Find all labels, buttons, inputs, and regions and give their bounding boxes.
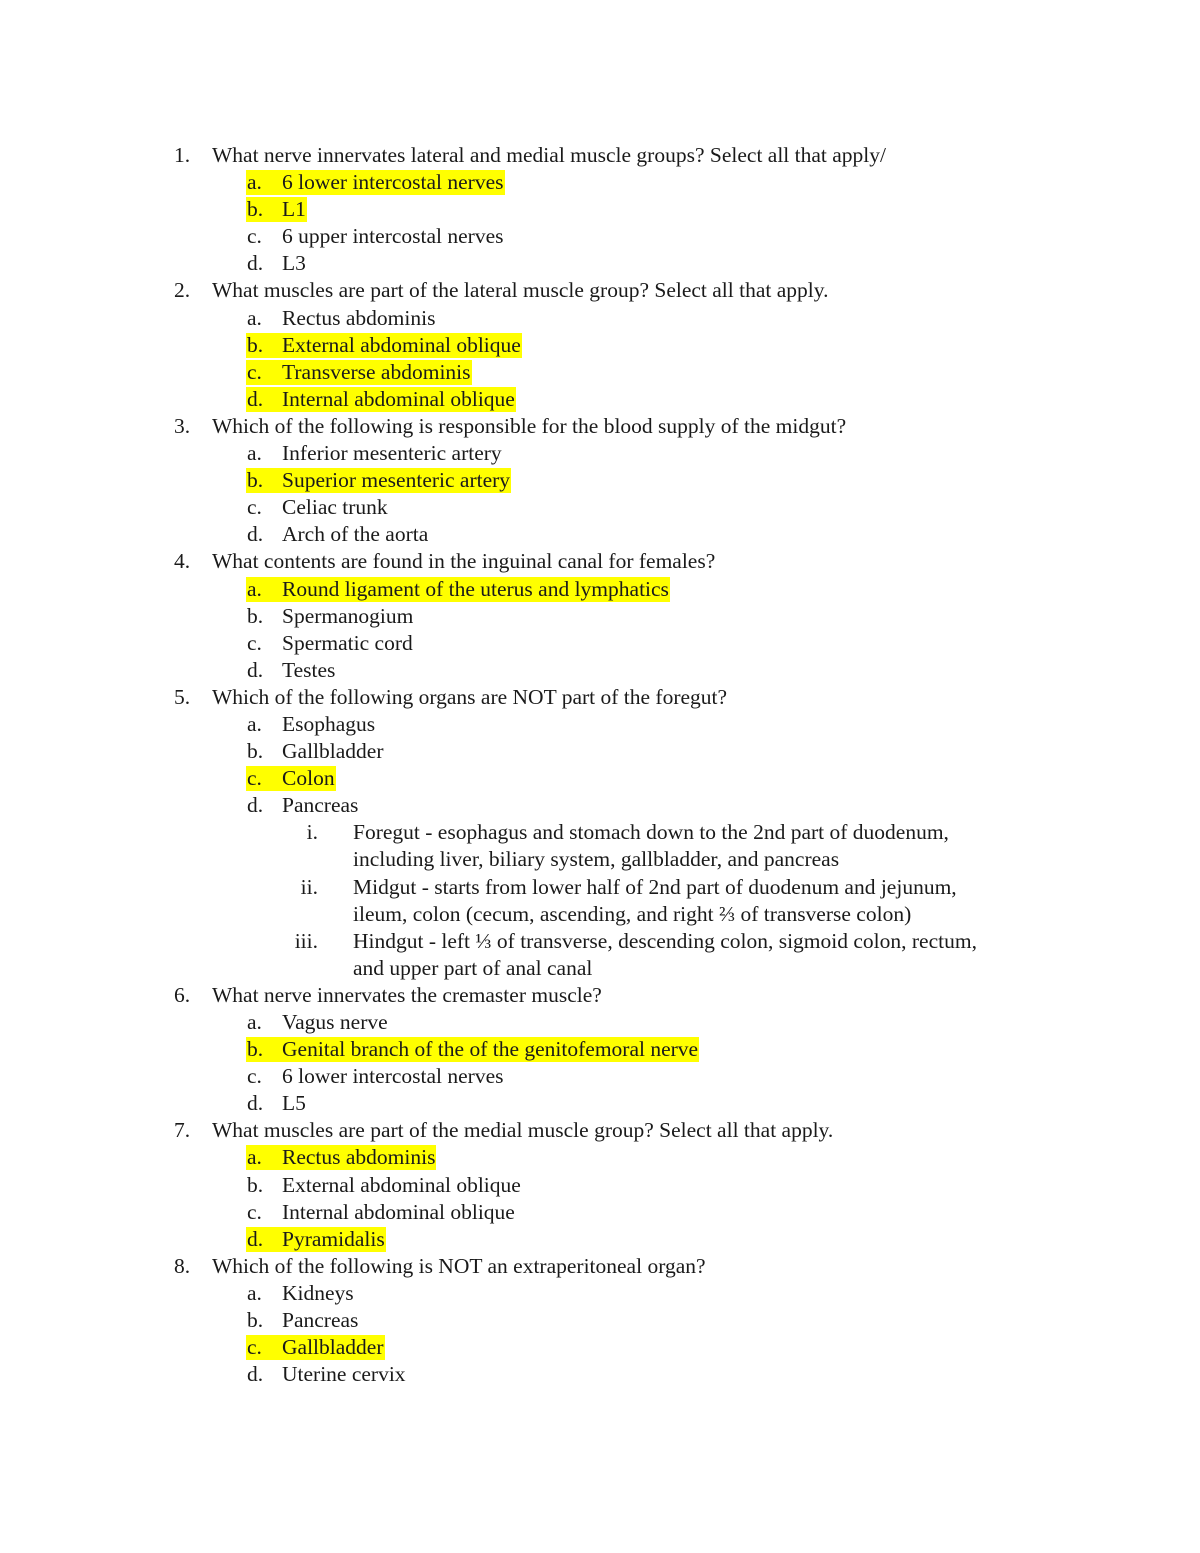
option-text: Colon xyxy=(282,766,335,791)
option-text: Arch of the aorta xyxy=(282,522,429,547)
note-line xyxy=(0,901,1200,928)
note-line xyxy=(0,874,1200,901)
answer-option xyxy=(0,657,1200,684)
answer-option xyxy=(0,738,1200,765)
answer-option xyxy=(0,521,1200,548)
answer-option xyxy=(0,440,1200,467)
answer-option xyxy=(0,305,1200,332)
option-text: L5 xyxy=(282,1091,306,1116)
note-line xyxy=(0,846,1200,873)
option-text: Kidneys xyxy=(282,1280,354,1305)
option-text: 6 lower intercostal nerves xyxy=(282,1064,504,1089)
question-text: Which of the following is NOT an extraperitoneal organ? xyxy=(212,1253,706,1278)
option-letter: d. xyxy=(247,1091,264,1116)
option-letter: a. xyxy=(247,711,262,736)
option-letter: d. xyxy=(247,1226,264,1251)
option-text: Pancreas xyxy=(282,793,359,818)
question-text: What nerve innervates the cremaster muscle? xyxy=(212,982,602,1007)
note-text: Foregut - esophagus and stomach down to the 2nd part of duodenum, xyxy=(353,820,949,845)
option-letter: b. xyxy=(247,197,264,222)
option-letter: a. xyxy=(247,576,262,601)
option-text: 6 lower intercostal nerves xyxy=(282,170,504,195)
option-letter: c. xyxy=(247,1064,262,1089)
option-text: Gallbladder xyxy=(282,1335,384,1360)
option-text: L3 xyxy=(282,251,306,276)
question-text: What contents are found in the inguinal canal for females? xyxy=(212,549,716,574)
note-numeral: iii. xyxy=(294,928,318,953)
note-line xyxy=(0,955,1200,982)
answer-option xyxy=(0,1307,1200,1334)
answer-option xyxy=(0,1063,1200,1090)
option-letter: b. xyxy=(247,739,264,764)
question-number: 1. xyxy=(174,143,191,167)
question-text: Which of the following organs are NOT part of the foregut? xyxy=(212,684,728,709)
highlighted-answer-option xyxy=(0,467,1200,494)
question-line xyxy=(0,684,1200,711)
option-letter: b. xyxy=(247,1308,264,1333)
option-letter: a. xyxy=(247,1280,262,1305)
question-number: 7. xyxy=(174,1118,191,1143)
note-text: Hindgut - left ⅓ of transverse, descending colon, sigmoid colon, rectum, xyxy=(353,928,977,953)
option-text: Rectus abdominis xyxy=(282,305,436,330)
option-text: External abdominal oblique xyxy=(282,1172,521,1197)
option-text: External abdominal oblique xyxy=(282,332,521,357)
option-letter: a. xyxy=(247,441,262,466)
highlighted-answer-option xyxy=(0,332,1200,359)
question-text: Which of the following is responsible for the blood supply of the midgut? xyxy=(212,413,847,438)
answer-option xyxy=(0,1172,1200,1199)
note-numeral: i. xyxy=(306,820,318,845)
question-line xyxy=(0,1117,1200,1144)
option-letter: b. xyxy=(247,468,264,493)
answer-option xyxy=(0,1361,1200,1388)
question-number: 2. xyxy=(174,278,191,303)
question-text: What muscles are part of the medial muscle group? Select all that apply. xyxy=(212,1118,834,1143)
option-text: Pancreas xyxy=(282,1308,359,1333)
option-text: Transverse abdominis xyxy=(282,359,471,384)
option-letter: d. xyxy=(247,657,264,682)
highlighted-answer-option xyxy=(0,386,1200,413)
highlighted-answer-option xyxy=(0,1334,1200,1361)
highlighted-answer-option xyxy=(0,1036,1200,1063)
option-letter: c. xyxy=(247,359,262,384)
note-line xyxy=(0,819,1200,846)
answer-option xyxy=(0,1009,1200,1036)
note-text: including liver, biliary system, gallbladder, and pancreas xyxy=(353,847,840,872)
note-text: and upper part of anal canal xyxy=(353,955,593,980)
option-letter: d. xyxy=(247,793,264,818)
option-letter: a. xyxy=(247,1010,262,1034)
highlighted-answer-option xyxy=(0,576,1200,603)
highlighted-answer-option xyxy=(0,169,1200,196)
answer-option xyxy=(0,494,1200,521)
highlighted-answer-option xyxy=(0,765,1200,792)
option-text: Esophagus xyxy=(282,711,376,736)
question-line xyxy=(0,142,1200,169)
option-text: L1 xyxy=(282,197,306,222)
question-number: 3. xyxy=(174,413,191,438)
answer-option xyxy=(0,1199,1200,1226)
answer-option xyxy=(0,1090,1200,1117)
question-number: 6. xyxy=(174,982,191,1007)
highlighted-answer-option xyxy=(0,196,1200,223)
option-text: Spermanogium xyxy=(282,603,414,628)
option-letter: d. xyxy=(247,1362,264,1387)
option-text: 6 upper intercostal nerves xyxy=(282,224,504,249)
answer-option xyxy=(0,630,1200,657)
option-text: Internal abdominal oblique xyxy=(282,1199,515,1224)
option-letter: a. xyxy=(247,305,262,330)
question-line xyxy=(0,982,1200,1009)
highlighted-answer-option xyxy=(0,1144,1200,1171)
option-letter: c. xyxy=(247,1199,262,1224)
option-text: Round ligament of the uterus and lymphatics xyxy=(282,576,669,601)
option-text: Vagus nerve xyxy=(282,1010,388,1034)
note-numeral: ii. xyxy=(300,874,318,899)
option-text: Pyramidalis xyxy=(282,1226,385,1251)
option-letter: d. xyxy=(247,522,264,547)
option-text: Internal abdominal oblique xyxy=(282,386,515,411)
note-text: Midgut - starts from lower half of 2nd part of duodenum and jejunum, xyxy=(353,874,957,899)
note-line xyxy=(0,928,1200,955)
option-letter: c. xyxy=(247,495,262,520)
question-list xyxy=(0,142,1200,1388)
option-letter: b. xyxy=(247,1172,264,1197)
option-letter: c. xyxy=(247,224,262,249)
question-line xyxy=(0,1253,1200,1280)
option-text: Testes xyxy=(282,657,336,682)
answer-option xyxy=(0,711,1200,738)
answer-option xyxy=(0,223,1200,250)
answer-option xyxy=(0,603,1200,630)
option-text: Gallbladder xyxy=(282,739,384,764)
question-text: What nerve innervates lateral and medial muscle groups? Select all that apply/ xyxy=(212,143,887,167)
question-line xyxy=(0,413,1200,440)
highlighted-answer-option xyxy=(0,1226,1200,1253)
answer-option xyxy=(0,1280,1200,1307)
option-text: Spermatic cord xyxy=(282,630,413,655)
question-number: 5. xyxy=(174,684,191,709)
option-text: Uterine cervix xyxy=(282,1362,406,1387)
option-letter: d. xyxy=(247,386,264,411)
option-text: Celiac trunk xyxy=(282,495,388,520)
option-letter: b. xyxy=(247,332,264,357)
question-text: What muscles are part of the lateral muscle group? Select all that apply. xyxy=(212,278,829,303)
option-letter: b. xyxy=(247,603,264,628)
option-letter: a. xyxy=(247,1145,262,1170)
option-text: Rectus abdominis xyxy=(282,1145,436,1170)
option-text: Genital branch of the of the genitofemoral nerve xyxy=(282,1037,699,1062)
option-letter: c. xyxy=(247,630,262,655)
question-line xyxy=(0,548,1200,575)
option-letter: c. xyxy=(247,1335,262,1360)
option-letter: b. xyxy=(247,1037,264,1062)
option-letter: a. xyxy=(247,170,262,195)
note-text: ileum, colon (cecum, ascending, and right ⅔ of transverse colon) xyxy=(353,901,912,926)
answer-option xyxy=(0,792,1200,819)
option-text: Inferior mesenteric artery xyxy=(282,441,502,466)
question-line xyxy=(0,277,1200,304)
option-letter: c. xyxy=(247,766,262,791)
question-number: 4. xyxy=(174,549,191,574)
option-letter: d. xyxy=(247,251,264,276)
answer-option xyxy=(0,250,1200,277)
question-number: 8. xyxy=(174,1253,191,1278)
highlighted-answer-option xyxy=(0,359,1200,386)
option-text: Superior mesenteric artery xyxy=(282,468,511,493)
